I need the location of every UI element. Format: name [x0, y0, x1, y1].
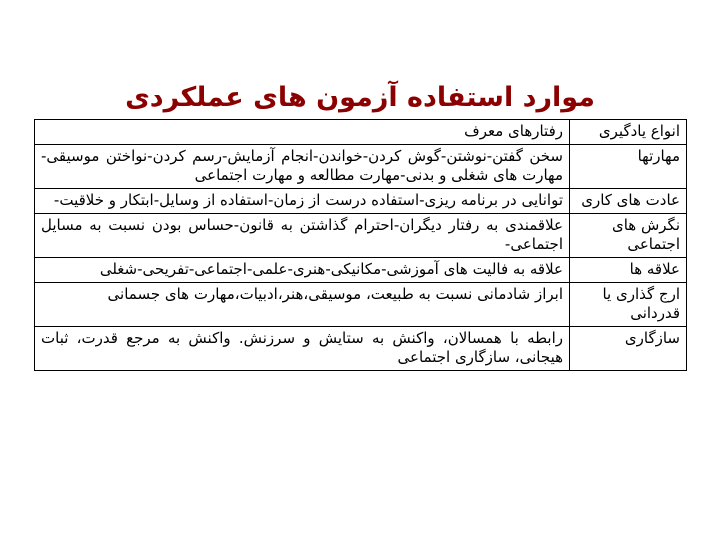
performance-test-uses-table — [34, 119, 687, 371]
table-row — [35, 283, 687, 327]
category-cell: مهارتها — [570, 145, 687, 189]
description-cell: رفتارهای معرف — [35, 120, 570, 145]
description-cell: علاقمندی به رفتار دیگران-احترام گذاشتن به قانون-حساس بودن نسبت به مسایل اجتماعی- — [35, 214, 570, 258]
table-row — [35, 145, 687, 189]
page-title: موارد استفاده آزمون های عملکردی — [125, 82, 595, 113]
category-cell: سازگاری — [570, 327, 687, 371]
table-row — [35, 189, 687, 214]
table-row — [35, 258, 687, 283]
table-row — [35, 214, 687, 258]
category-cell: نگرش های اجتماعی — [570, 214, 687, 258]
category-cell: علاقه ها — [570, 258, 687, 283]
description-cell: سخن گفتن-نوشتن-گوش کردن-خواندن-انجام آزمایش-رسم کردن-نواختن موسیقی-مهارت های شغلی و بدنی-مهارت مطالعه و مهارت اجتماعی — [35, 145, 570, 189]
description-cell: رابطه با همسالان، واکنش به ستایش و سرزنش. واکنش به مرجع قدرت، ثبات هیجانی، سازگاری اجتماعی — [35, 327, 570, 371]
category-cell: ارج گذاری یا قدردانی — [570, 283, 687, 327]
category-cell: انواع یادگیری — [570, 120, 687, 145]
description-cell: ابراز شادمانی نسبت به طبیعت، موسیقی،هنر،ادبیات،مهارت های جسمانی — [35, 283, 570, 327]
description-cell: علاقه به فالیت های آموزشی-مکانیکی-هنری-علمی-اجتماعی-تفریحی-شغلی — [35, 258, 570, 283]
table-row — [35, 327, 687, 371]
description-cell: توانایی در برنامه ریزی-استفاده درست از زمان-استفاده از وسایل-ابتکار و خلاقیت- — [35, 189, 570, 214]
table-row — [35, 120, 687, 145]
category-cell: عادت های کاری — [570, 189, 687, 214]
